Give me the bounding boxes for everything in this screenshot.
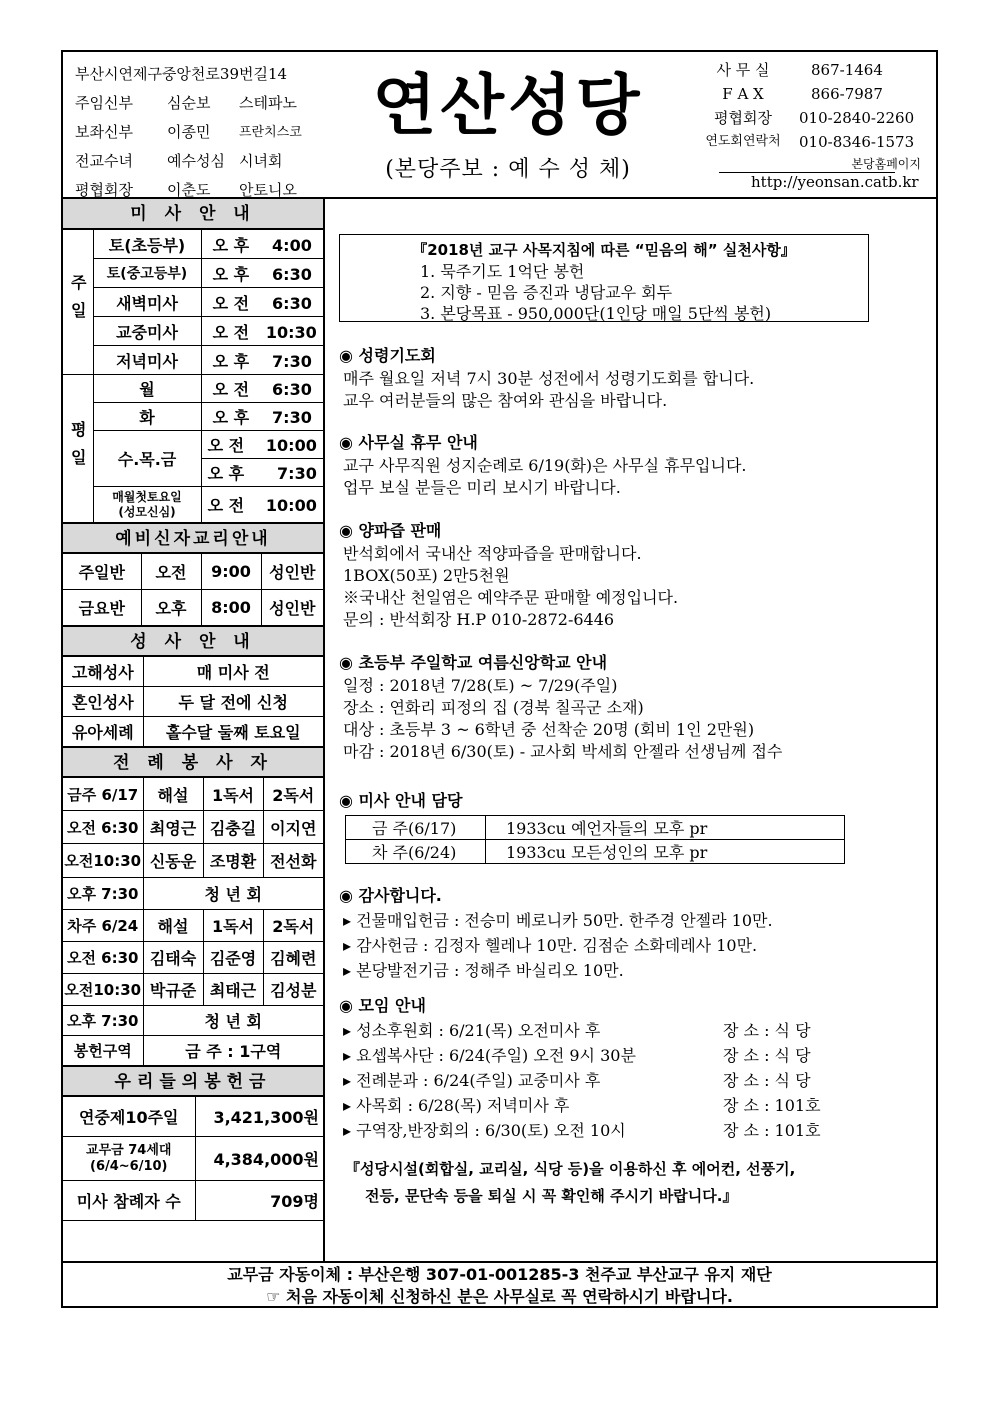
meetings-section bbox=[339, 994, 929, 1143]
class-ampm: 오전 bbox=[141, 554, 201, 590]
contact-row bbox=[687, 58, 937, 82]
staff-name: 이춘도 bbox=[167, 181, 211, 199]
onion-sale-section bbox=[339, 519, 929, 631]
summer-school-section bbox=[339, 651, 929, 763]
contact-label: 사 무 실 bbox=[716, 61, 770, 79]
staff-name: 이종민 bbox=[167, 123, 211, 141]
thanks-line: ▸ 본당발전기금 : 정해주 바실리오 10만. bbox=[343, 961, 624, 980]
minister-name: 김태숙 bbox=[143, 942, 203, 974]
church-title: 연산성당 bbox=[372, 67, 644, 144]
section-title: ◉ 초등부 주일학교 여름신앙학교 안내 bbox=[339, 653, 608, 672]
policy-item: 1. 묵주기도 1억단 봉헌 bbox=[420, 262, 585, 281]
staff-role: 전교수녀 bbox=[75, 152, 133, 170]
contact-value: 010-8346-1573 bbox=[799, 133, 915, 151]
offering-area-label: 봉헌구역 bbox=[63, 1036, 143, 1066]
class-group: 성인반 bbox=[261, 554, 323, 590]
meeting-row: ▸ 사목회 : 6/28(목) 저녁미사 후 장 소 : 101호 bbox=[343, 1096, 821, 1115]
church-info bbox=[75, 60, 355, 205]
section-title: ◉ 사무실 휴무 안내 bbox=[339, 433, 478, 452]
staff-name: 예수성심 bbox=[167, 152, 225, 170]
guide-week: 금 주(6/17) bbox=[346, 816, 486, 840]
office-closure-section bbox=[339, 431, 929, 499]
staff-row bbox=[75, 147, 355, 176]
guide-desc: 1933cu 모든성인의 모후 pr bbox=[486, 840, 845, 864]
minister-role: 1독서 bbox=[203, 910, 263, 942]
section-line: 대상 : 초등부 3 ~ 6학년 중 선착순 20명 (회비 1인 2만원) bbox=[343, 720, 755, 739]
class-ampm: 오후 bbox=[141, 590, 201, 626]
guide-week: 차 주(6/24) bbox=[346, 840, 486, 864]
contact-value: 866-7987 bbox=[811, 85, 883, 103]
bank-transfer-info: 교무금 자동이체 : 부산은행 307-01-001285-3 천주교 부산교구 유지 재단 bbox=[227, 1265, 772, 1284]
mass-schedule-table bbox=[63, 229, 323, 523]
minister-role: 해설 bbox=[143, 910, 203, 942]
contact-label: 평협회장 bbox=[714, 109, 772, 127]
minister-role: 해설 bbox=[143, 778, 203, 811]
sunday-label: 주일 bbox=[63, 230, 93, 375]
minister-name: 최영근 bbox=[143, 811, 203, 844]
section-line: 매주 월요일 저녁 7시 30분 성전에서 성령기도회를 합니다. bbox=[343, 369, 755, 388]
minister-name: 박규준 bbox=[143, 974, 203, 1006]
mass-time: 오 전 6:30 bbox=[201, 375, 323, 403]
minister-group: 청 년 회 bbox=[143, 878, 323, 910]
homepage-label: 본당홈페이지 bbox=[851, 157, 921, 171]
ministers-heading: 전 례 봉 사 자 bbox=[63, 747, 323, 777]
staff-role: 주임신부 bbox=[75, 94, 133, 112]
mass-time: 오 후 6:30 bbox=[201, 259, 323, 288]
minister-name: 김성분 bbox=[263, 974, 323, 1006]
offering-amount: 4,384,000원 bbox=[195, 1137, 323, 1181]
mass-schedule-heading: 미 사 안 내 bbox=[63, 199, 323, 229]
offering-table bbox=[63, 1096, 323, 1221]
mass-time: 오 전 10:00 bbox=[201, 487, 323, 523]
minister-week: 차주 6/24 bbox=[63, 910, 143, 942]
mass-slot: 오전 6:30 bbox=[63, 942, 143, 974]
mass-name: 화 bbox=[93, 403, 201, 431]
contact-value: 867-1464 bbox=[811, 61, 883, 79]
thanks-section bbox=[339, 884, 929, 983]
catechism-heading: 예비신자교리안내 bbox=[63, 523, 323, 553]
minister-name: 김충길 bbox=[203, 811, 263, 844]
masthead bbox=[353, 52, 663, 183]
section-title: ◉ 성령기도회 bbox=[339, 346, 436, 365]
section-line: 업무 보실 분들은 미리 보시기 바랍니다. bbox=[343, 478, 621, 497]
staff-row bbox=[75, 118, 355, 147]
sacrament-info: 두 달 전에 신청 bbox=[143, 687, 323, 717]
mass-slot: 오전10:30 bbox=[63, 844, 143, 878]
weekday-label: 평일 bbox=[63, 375, 93, 523]
attendance-count: 709명 bbox=[195, 1181, 323, 1221]
contact-label: F A X bbox=[722, 85, 764, 103]
sacrament-name: 혼인성사 bbox=[63, 687, 143, 717]
mass-name: 교중미사 bbox=[93, 317, 201, 346]
minister-role: 2독서 bbox=[263, 778, 323, 811]
sacraments-table bbox=[63, 656, 323, 747]
minister-group: 청 년 회 bbox=[143, 1006, 323, 1036]
class-day: 주일반 bbox=[63, 554, 141, 590]
mass-slot: 오전 6:30 bbox=[63, 811, 143, 844]
minister-name: 김준영 bbox=[203, 942, 263, 974]
staff-baptismal-name: 프란치스코 bbox=[239, 125, 302, 140]
mass-time: 오 후 7:30 bbox=[201, 346, 323, 375]
minister-name: 김혜련 bbox=[263, 942, 323, 974]
minister-role: 2독서 bbox=[263, 910, 323, 942]
mass-slot: 오후 7:30 bbox=[63, 1006, 143, 1036]
sacrament-info: 매 미사 전 bbox=[143, 657, 323, 687]
mass-time: 오 후 7:30 bbox=[201, 459, 323, 487]
section-line: 1BOX(50포) 2만5천원 bbox=[343, 566, 510, 585]
section-title: ◉ 모임 안내 bbox=[339, 996, 426, 1015]
bulletin-footer bbox=[63, 1261, 936, 1306]
section-line: ※국내산 천일염은 예약주문 판매할 예정입니다. bbox=[343, 588, 679, 607]
staff-role: 보좌신부 bbox=[75, 123, 133, 141]
mass-name: 토(초등부) bbox=[93, 230, 201, 259]
offering-label: 연중제10주일 bbox=[63, 1097, 195, 1137]
contact-row bbox=[687, 130, 937, 154]
offering-area-value: 금 주 : 1구역 bbox=[143, 1036, 323, 1066]
meeting-row: ▸ 성소후원회 : 6/21(목) 오전미사 후 장 소 : 식 당 bbox=[343, 1021, 811, 1040]
contact-value: 010-2840-2260 bbox=[799, 109, 915, 127]
meeting-row: ▸ 요셉복사단 : 6/24(주일) 오전 9시 30분 장 소 : 식 당 bbox=[343, 1046, 811, 1065]
section-line: 반석회에서 국내산 적양파즙을 판매합니다. bbox=[343, 544, 642, 563]
mass-slot: 오전10:30 bbox=[63, 974, 143, 1006]
meeting-row: ▸ 전례분과 : 6/24(주일) 교중미사 후 장 소 : 식 당 bbox=[343, 1071, 811, 1090]
policy-item: 3. 본당목표 - 950,000단(1인당 매일 5단씩 봉헌) bbox=[420, 304, 772, 323]
minister-name: 신동운 bbox=[143, 844, 203, 878]
mass-guide-section bbox=[339, 789, 929, 864]
staff-row bbox=[75, 89, 355, 118]
class-day: 금요반 bbox=[63, 590, 141, 626]
church-address: 부산시연제구중앙천로39번길14 bbox=[75, 65, 288, 83]
staff-baptismal-name: 안토니오 bbox=[239, 181, 297, 199]
minister-role: 1독서 bbox=[203, 778, 263, 811]
mass-time: 오 후 7:30 bbox=[201, 403, 323, 431]
contact-row bbox=[687, 82, 937, 106]
mass-name: 새벽미사 bbox=[93, 288, 201, 317]
notice-line: 전등, 문단속 등을 퇴실 시 꼭 확인해 주시기 바랍니다.』 bbox=[365, 1187, 738, 1205]
mass-time: 오 전 10:00 bbox=[201, 431, 323, 459]
ministers-table bbox=[63, 777, 323, 1066]
section-line: 일정 : 2018년 7/28(토) ~ 7/29(주일) bbox=[343, 676, 618, 695]
offering-heading: 우리들의봉헌금 bbox=[63, 1066, 323, 1096]
mass-name: 저녁미사 bbox=[93, 346, 201, 375]
offering-label: 교무금 74세대 (6/4~6/10) bbox=[63, 1137, 195, 1181]
mass-name: 수.목.금 bbox=[93, 431, 201, 487]
transfer-notice: ☞ 처음 자동이체 신청하신 분은 사무실로 꼭 연락하시기 바랍니다. bbox=[266, 1287, 733, 1306]
staff-baptismal-name: 스테파노 bbox=[239, 94, 297, 112]
announcements-column bbox=[327, 199, 936, 1261]
minister-name: 최태근 bbox=[203, 974, 263, 1006]
facility-notice bbox=[345, 1156, 905, 1210]
mass-name: 토(중고등부) bbox=[93, 259, 201, 288]
section-line: 교우 여러분들의 많은 참여와 관심을 바랍니다. bbox=[343, 391, 668, 410]
pastoral-policy-box bbox=[339, 234, 869, 322]
offering-amount: 3,421,300원 bbox=[195, 1097, 323, 1137]
attendance-label: 미사 참례자 수 bbox=[63, 1181, 195, 1221]
staff-name: 심순보 bbox=[167, 94, 211, 112]
thanks-line: ▸ 건물매입헌금 : 전승미 베로니카 50만. 한주경 안젤라 10만. bbox=[343, 911, 773, 930]
minister-week: 금주 6/17 bbox=[63, 778, 143, 811]
section-line: 문의 : 반석회장 H.P 010-2872-6446 bbox=[343, 610, 615, 629]
mass-time: 오 전 10:30 bbox=[201, 317, 323, 346]
contact-row bbox=[687, 106, 937, 130]
mass-name: 월 bbox=[93, 375, 201, 403]
section-line: 장소 : 연화리 피정의 집 (경북 칠곡군 소재) bbox=[343, 698, 644, 717]
sacrament-info: 홀수달 둘째 토요일 bbox=[143, 717, 323, 747]
staff-role: 평협회장 bbox=[75, 181, 133, 199]
mass-time: 오 전 6:30 bbox=[201, 288, 323, 317]
sacraments-heading: 성 사 안 내 bbox=[63, 626, 323, 656]
contact-label: 연도회연락처 bbox=[705, 134, 781, 149]
section-title: ◉ 미사 안내 담당 bbox=[339, 791, 463, 810]
prayer-meeting-section bbox=[339, 344, 929, 412]
section-title: ◉ 감사합니다. bbox=[339, 886, 442, 905]
policy-item: 2. 지향 - 믿음 증진과 냉담교우 회두 bbox=[420, 283, 673, 302]
minister-name: 조명환 bbox=[203, 844, 263, 878]
mass-time: 오 후 4:00 bbox=[201, 230, 323, 259]
minister-name: 전선화 bbox=[263, 844, 323, 878]
staff-baptismal-name: 시녀회 bbox=[239, 152, 283, 170]
class-group: 성인반 bbox=[261, 590, 323, 626]
bulletin-frame bbox=[61, 50, 938, 1308]
mass-slot: 오후 7:30 bbox=[63, 878, 143, 910]
left-info-column bbox=[63, 199, 325, 1261]
homepage-link[interactable]: http://yeonsan.catb.kr bbox=[719, 172, 895, 191]
bulletin-subtitle: (본당주보 : 예 수 성 체) bbox=[385, 157, 631, 182]
minister-name: 이지연 bbox=[263, 811, 323, 844]
class-time: 8:00 bbox=[201, 590, 261, 626]
sacrament-name: 유아세례 bbox=[63, 717, 143, 747]
mass-name: 매월첫토요일 (성모신심) bbox=[93, 487, 201, 523]
guide-desc: 1933cu 예언자들의 모후 pr bbox=[486, 816, 845, 840]
sacrament-name: 고해성사 bbox=[63, 657, 143, 687]
section-line: 마감 : 2018년 6/30(토) - 교사회 박세희 안젤라 선생님께 접수 bbox=[343, 742, 783, 761]
meeting-row: ▸ 구역장,반장회의 : 6/30(토) 오전 10시 장 소 : 101호 bbox=[343, 1121, 821, 1140]
thanks-line: ▸ 감사헌금 : 김정자 헬레나 10만. 김점순 소화데레사 10만. bbox=[343, 936, 758, 955]
section-title: ◉ 양파즙 판매 bbox=[339, 521, 442, 540]
section-line: 교구 사무직원 성지순례로 6/19(화)은 사무실 휴무입니다. bbox=[343, 456, 747, 475]
bulletin-header bbox=[63, 52, 936, 199]
policy-title: 『2018년 교구 사목지침에 따른 “믿음의 해” 실천사항』 bbox=[412, 241, 796, 259]
contact-info bbox=[687, 58, 937, 191]
catechism-table bbox=[63, 553, 323, 626]
class-time: 9:00 bbox=[201, 554, 261, 590]
mass-guide-table bbox=[345, 815, 845, 864]
notice-line: 『성당시설(회합실, 교리실, 식당 등)을 이용하신 후 에어컨, 선풍기, bbox=[345, 1160, 796, 1178]
